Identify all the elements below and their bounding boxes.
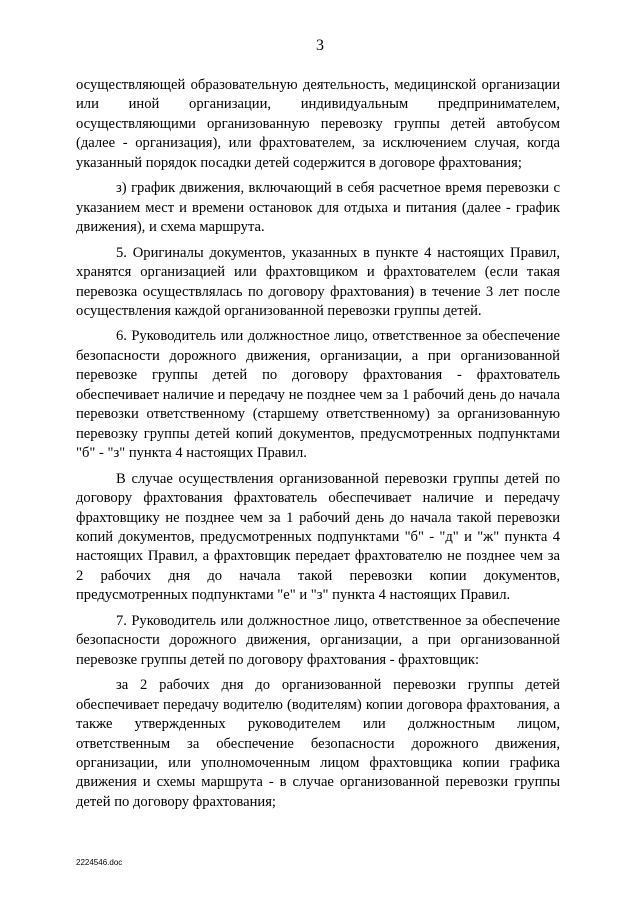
paragraph-7: за 2 рабочих дня до организованной перевозки группы детей обеспечивает передачу водителю (водителям) копии договора фрахтования, а также утвержденных руководителем или должностным лицом, ответственным за обеспечение безопасности дорожного движения, организации, или уполномоченным лицом фрахтовщика копии графика движения и схемы маршрута - в случае организованной перевозки группы детей по договору фрахтования; (76, 677, 560, 810)
paragraph-1: осуществляющей образовательную деятельность, медицинской организации или иной организации, индивидуальным предпринимателем, осуществляющими организованную перевозку группы детей автобусом (далее - организация), или фрахтователем, за исключением случая, когда указанный порядок посадки детей содержится в договоре фрахтования; (76, 77, 560, 171)
page-number: 3 (316, 37, 324, 54)
paragraph-3: 5. Оригиналы документов, указанных в пункте 4 настоящих Правил, хранятся организацией или фрахтовщиком и фрахтователем (если такая перевозка осуществлялась по договору фрахтования) в течение 3 лет после осуществления каждой организованной перевозки группы детей. (76, 244, 560, 319)
footer-file-code: 2224546.doc (76, 858, 123, 867)
paragraph-5: В случае осуществления организованной перевозки группы детей по договору фрахтования фрахтователь обеспечивает наличие и передачу фрахтовщику не позднее чем за 1 рабочий день до начала такой перевозки копий документов, предусмотренных подпунктами "б" - "д" и "ж" пункта 4 настоящих Правил, а фрахтовщик передает фрахтователю не позднее чем за 2 рабочих дня до начала такой перевозки копии документов, предусмотренных подпунктами "е" и "з" пункта 4 настоящих Правил. (76, 470, 560, 604)
document-body (76, 76, 560, 818)
paragraph-2: з) график движения, включающий в себя расчетное время перевозки с указанием мест и времени остановок для отдыха и питания (далее - график движения), и схема маршрута. (76, 180, 560, 236)
paragraph-4: 6. Руководитель или должностное лицо, ответственное за обеспечение безопасности дорожного движения, организации, а при организованной перевозке группы детей по договору фрахтования - фрахтователь обеспечивает наличие и передачу не позднее чем за 1 рабочий день до начала перевозки ответственному (старшему ответственному) за организованную перевозку группы детей копий документов, предусмотренных подпунктами "б" - "з" пункта 4 настоящих Правил. (76, 328, 560, 462)
paragraph-6: 7. Руководитель или должностное лицо, ответственное за обеспечение безопасности дорожного движения, организации, а при организованной перевозке группы детей по договору фрахтования - фрахтовщик: (76, 612, 560, 668)
